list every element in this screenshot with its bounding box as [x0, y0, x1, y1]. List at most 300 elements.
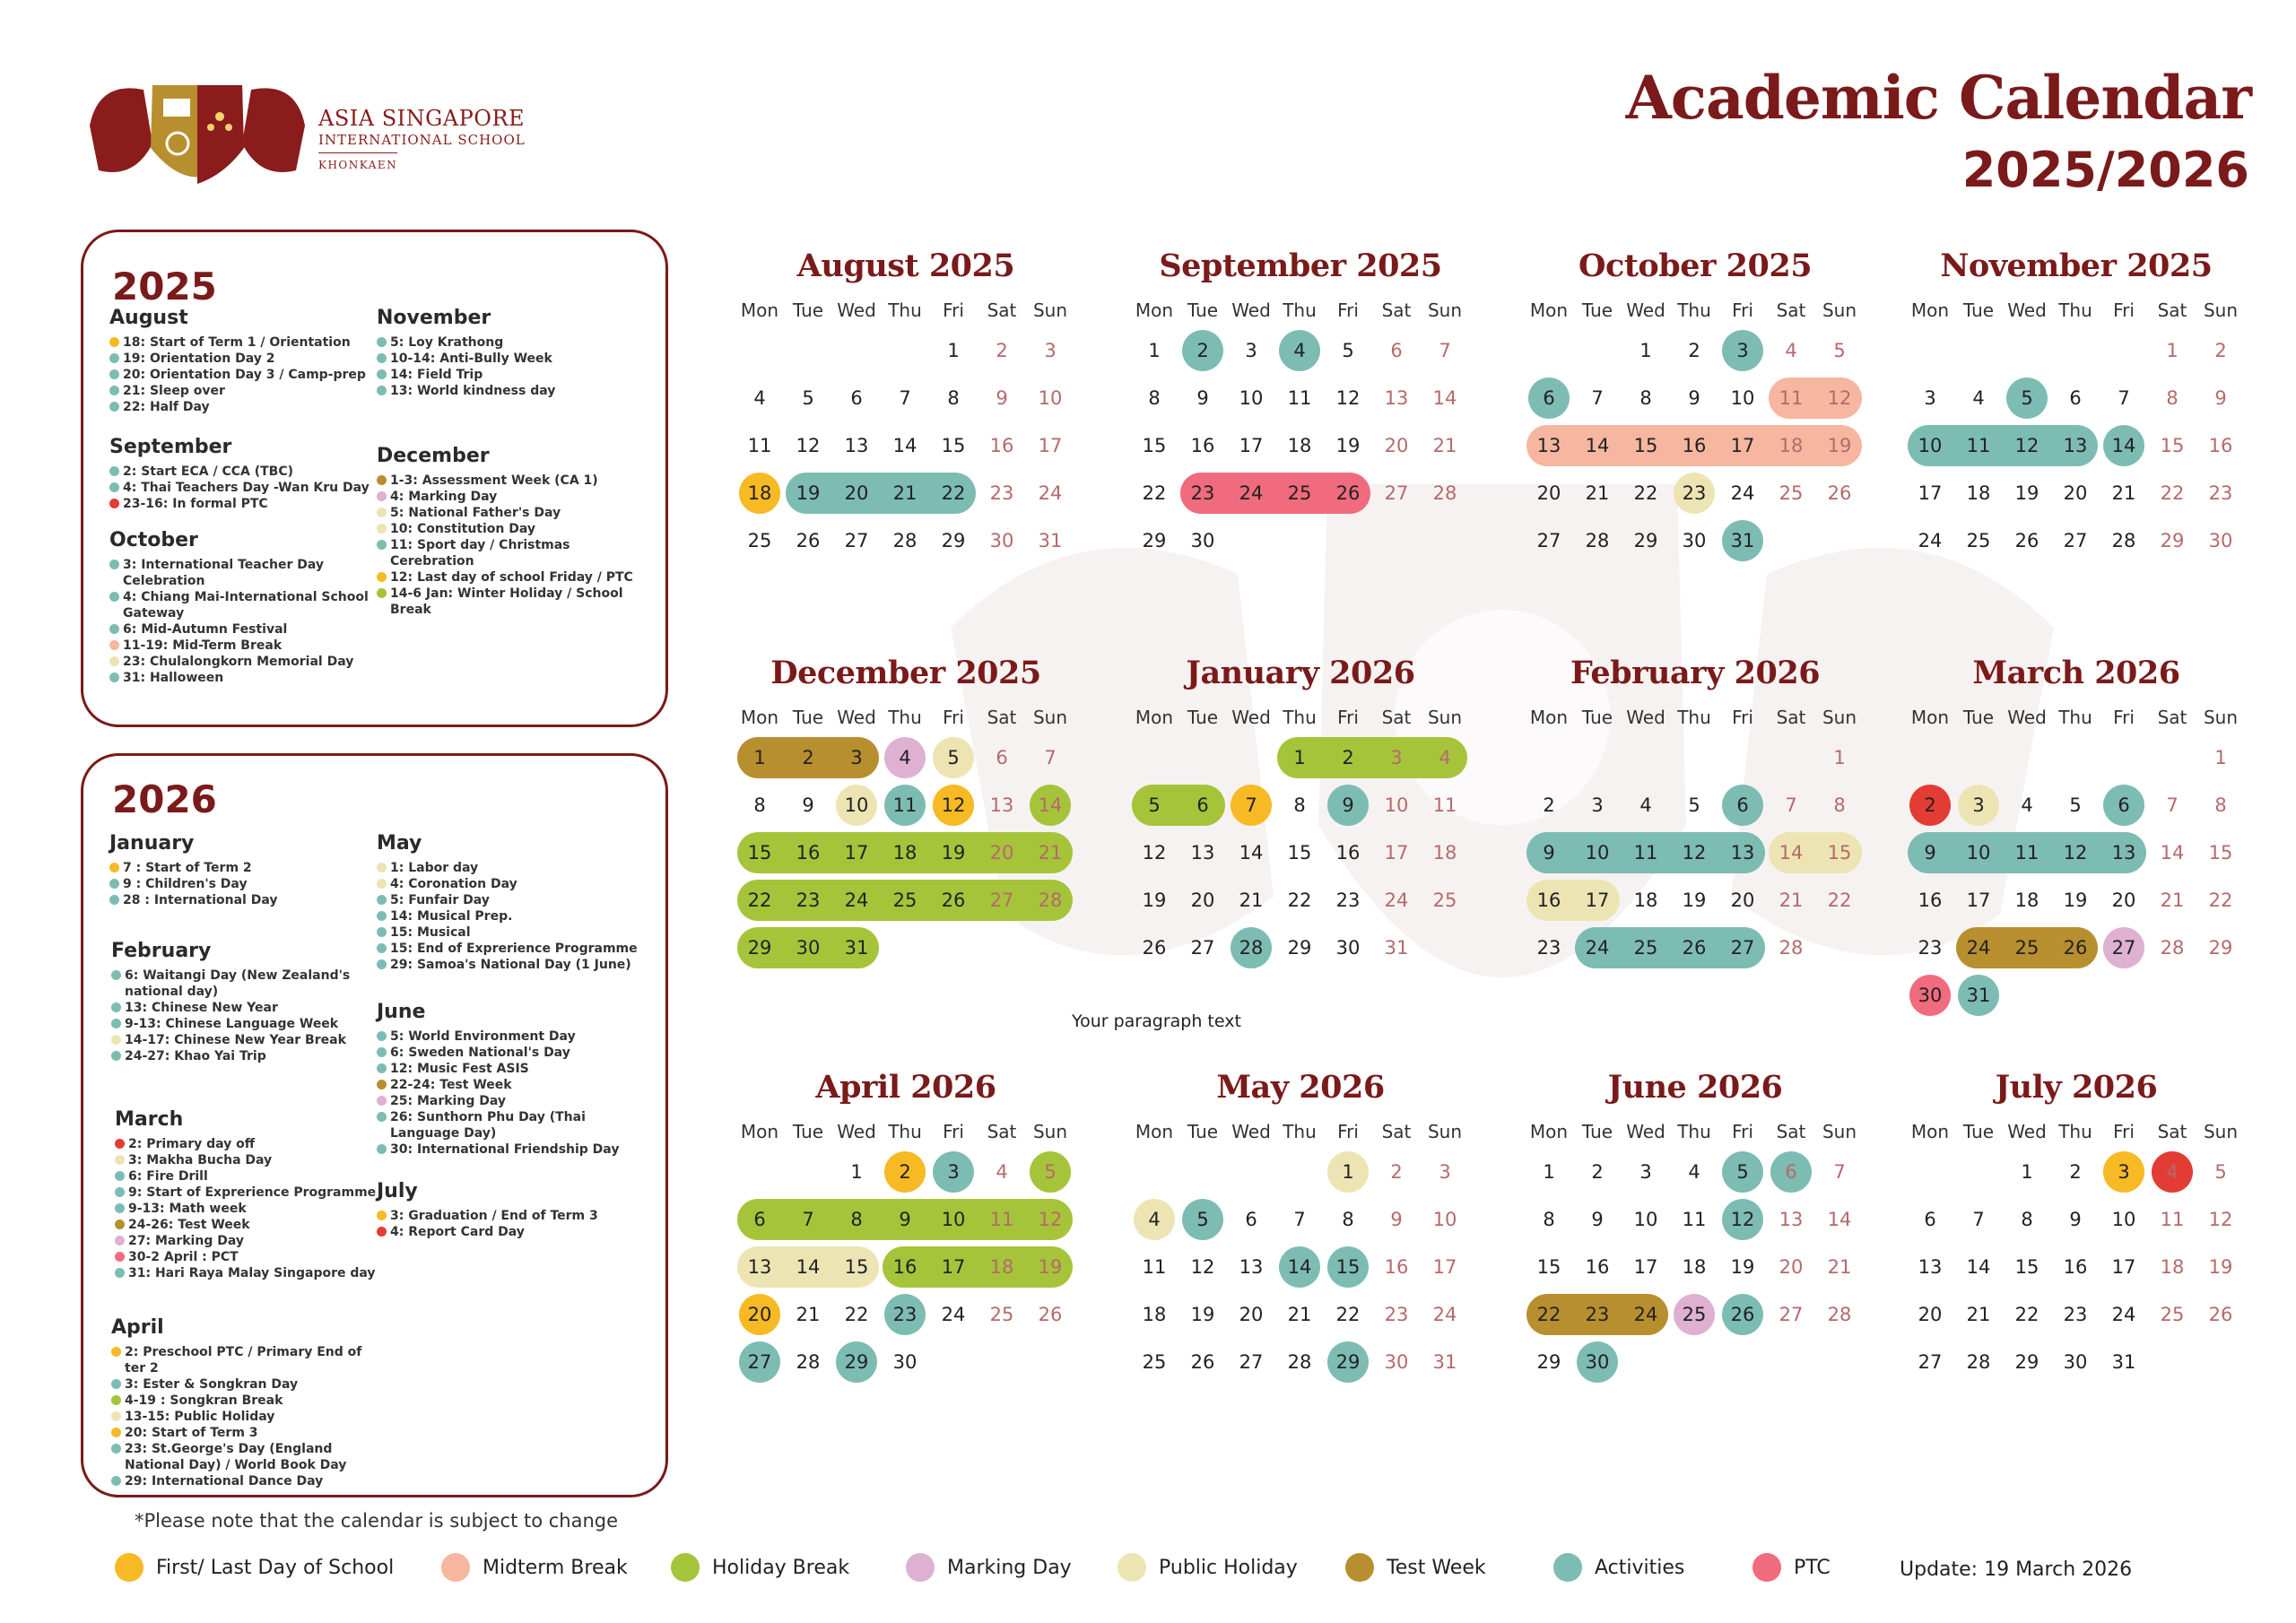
calendar-day: 27	[989, 890, 1014, 911]
event-item	[109, 876, 378, 892]
event-text: 29: Samoa's National Day (1 June)	[390, 958, 631, 972]
event-text: 9-13: Chinese Language Week	[125, 1017, 339, 1031]
calendar-day: 9	[802, 794, 814, 816]
calendar-day: 28	[892, 530, 918, 551]
calendar-day: 11	[1287, 387, 1312, 409]
calendar-day: 26	[1190, 1351, 1215, 1373]
legend-item	[1553, 1553, 1684, 1582]
month-title: October 2025	[1578, 247, 1813, 284]
event-text: 5: National Father's Day	[390, 506, 561, 520]
weekday-label: Sat	[1381, 707, 1412, 728]
day-marker: 12	[933, 785, 974, 826]
calendar-day: 15	[1633, 435, 1658, 456]
calendar-day: 23	[1536, 937, 1561, 959]
calendar-day: 12	[1827, 387, 1852, 409]
day-marker: 14	[1030, 785, 1071, 826]
calendar-day: 18	[1287, 435, 1312, 456]
event-item	[109, 496, 378, 512]
legend-item	[906, 1553, 1072, 1582]
event-item	[377, 569, 646, 586]
weekday-label: Tue	[1581, 1121, 1613, 1142]
calendar-day: 1	[850, 1161, 863, 1183]
calendar-day: 24	[1432, 1304, 1457, 1325]
day-marker: 18	[739, 473, 780, 514]
calendar-day: 24	[1239, 482, 1264, 504]
event-color-dot-icon	[109, 499, 119, 508]
event-color-dot-icon	[377, 1112, 387, 1122]
event-text: 1-3: Assessment Week (CA 1)	[390, 473, 598, 488]
weekday-label: Mon	[740, 299, 779, 321]
calendar-day: 4	[1639, 794, 1652, 816]
calendar-day: 6	[2069, 387, 2082, 409]
calendar-day	[1767, 1151, 1815, 1193]
calendar-day: 22	[1287, 890, 1312, 911]
calendar-day: 27	[1779, 1304, 1804, 1325]
calendar-day	[929, 1151, 978, 1193]
day-marker: 2	[884, 1151, 926, 1193]
event-color-dot-icon	[377, 475, 387, 485]
event-color-dot-icon	[109, 466, 119, 476]
calendar-day: 6	[753, 1209, 766, 1230]
event-text: 14-6 Jan: Winter Holiday / School Break	[390, 586, 623, 617]
weekday-label: Wed	[2007, 707, 2047, 728]
weekday-header	[735, 1121, 1076, 1151]
event-text: 10: Constitution Day	[390, 522, 536, 536]
calendar-day: 30	[1682, 530, 1707, 551]
calendar-day: 10	[1633, 1209, 1658, 1230]
event-color-dot-icon	[111, 1051, 121, 1061]
event-item	[109, 399, 378, 415]
calendar-day: 13	[747, 1256, 772, 1278]
weekday-label: Sun	[1822, 299, 1857, 321]
calendar-day: 6	[1390, 340, 1403, 361]
calendar-day: 10	[1918, 435, 1943, 456]
day-marker: 6	[1722, 785, 1763, 826]
event-text: 4: Coronation Day	[390, 877, 517, 891]
event-text: 6: Sweden National's Day	[390, 1046, 570, 1060]
calendar-day	[1130, 1199, 1178, 1240]
month-calendar	[1130, 655, 1471, 979]
calendar-day: 1	[753, 747, 766, 768]
calendar-day: 22	[2208, 890, 2233, 911]
event-item	[109, 464, 378, 480]
event-text: 14: Musical Prep.	[390, 909, 513, 924]
calendar-day: 11	[747, 435, 772, 456]
calendar-day: 27	[844, 530, 869, 551]
day-grid	[1906, 737, 2247, 1006]
event-text: 3: Graduation / End of Term 3	[390, 1209, 598, 1223]
calendar-day: 25	[1287, 482, 1312, 504]
day-marker: 12	[1722, 1199, 1763, 1240]
calendar-day: 26	[941, 890, 966, 911]
calendar-day: 21	[1038, 842, 1063, 864]
calendar-day: 25	[892, 890, 918, 911]
calendar-day: 13	[2111, 842, 2136, 864]
legend-item	[1345, 1553, 1486, 1582]
weekday-label: Mon	[1910, 707, 1950, 728]
event-month-december	[377, 445, 646, 618]
calendar-day: 7	[1439, 340, 1451, 361]
calendar-day: 26	[1038, 1304, 1063, 1325]
calendar-day: 10	[1038, 387, 1063, 409]
calendar-day: 19	[1335, 435, 1361, 456]
event-color-dot-icon	[115, 1219, 125, 1229]
calendar-day: 1	[2166, 340, 2179, 361]
event-item	[115, 1168, 384, 1185]
event-item	[111, 1032, 380, 1048]
calendar-day: 15	[2014, 1256, 2039, 1278]
weekday-label: Sat	[1776, 299, 1806, 321]
event-text: 6: Mid-Autumn Festival	[123, 622, 288, 637]
calendar-day: 2	[2214, 340, 2227, 361]
calendar-day: 31	[1038, 530, 1063, 551]
event-item	[111, 1344, 380, 1376]
calendar-day: 12	[1190, 1256, 1215, 1278]
calendar-day: 14	[1432, 387, 1457, 409]
legend-swatch-icon	[115, 1553, 144, 1582]
calendar-day: 20	[1918, 1304, 1943, 1325]
calendar-day: 5	[1148, 794, 1161, 816]
calendar-day: 16	[1918, 890, 1943, 911]
calendar-day	[881, 785, 929, 826]
event-item	[109, 351, 378, 367]
calendar-day: 30	[1190, 530, 1215, 551]
calendar-day: 11	[1779, 387, 1804, 409]
calendar-day: 10	[1966, 842, 1991, 864]
calendar-day: 22	[1335, 1304, 1361, 1325]
calendar-day: 1	[1833, 747, 1846, 768]
day-marker: 10	[836, 785, 877, 826]
calendar-day	[1906, 975, 1954, 1016]
weekday-label: Sun	[1427, 1121, 1463, 1142]
calendar-day: 12	[1682, 842, 1707, 864]
legend-swatch-icon	[1553, 1553, 1582, 1582]
calendar-day: 5	[1833, 340, 1846, 361]
month-calendar	[735, 247, 1076, 572]
event-text: 5: World Environment Day	[390, 1029, 576, 1044]
calendar-day: 30	[1384, 1351, 1409, 1373]
calendar-day: 12	[1335, 387, 1361, 409]
weekday-label: Thu	[1677, 707, 1711, 728]
calendar-day: 22	[1536, 1304, 1561, 1325]
calendar-day: 24	[1633, 1304, 1658, 1325]
calendar-day: 6	[996, 747, 1008, 768]
event-color-dot-icon	[377, 524, 387, 534]
day-marker: 25	[1674, 1294, 1715, 1335]
calendar-day: 11	[1633, 842, 1658, 864]
weekday-label: Sat	[1381, 299, 1412, 321]
calendar-day: 17	[844, 842, 869, 864]
event-month-october	[109, 529, 378, 686]
calendar-day: 23	[1384, 1304, 1409, 1325]
month-calendar	[1525, 1069, 1866, 1393]
calendar-day: 19	[941, 842, 966, 864]
calendar-day: 26	[2063, 937, 2088, 959]
calendar-day: 1	[1148, 340, 1161, 361]
weekday-label: Mon	[1910, 1121, 1950, 1142]
calendar-day: 10	[1730, 387, 1755, 409]
calendar-day: 15	[747, 842, 772, 864]
calendar-day	[2100, 785, 2148, 826]
weekday-label: Thu	[1677, 299, 1711, 321]
calendar-day: 13	[989, 794, 1014, 816]
weekday-label: Sat	[2157, 707, 2187, 728]
calendar-day: 22	[844, 1304, 869, 1325]
calendar-day	[1227, 785, 1275, 826]
month-calendar	[1906, 655, 2247, 1006]
calendar-day: 7	[2118, 387, 2130, 409]
weekday-label: Mon	[1135, 299, 1174, 321]
calendar-day: 9	[1924, 842, 1936, 864]
day-marker: 6	[1528, 378, 1570, 419]
calendar-day: 26	[2014, 530, 2039, 551]
calendar-day: 11	[1142, 1256, 1167, 1278]
calendar-day	[735, 1294, 784, 1335]
event-color-dot-icon	[111, 1476, 121, 1486]
calendar-day: 19	[1827, 435, 1852, 456]
weekday-header	[735, 299, 1076, 330]
month-calendar	[1130, 247, 1471, 572]
month-title: September 2025	[1159, 247, 1442, 284]
calendar-day: 24	[844, 890, 869, 911]
event-color-dot-icon	[111, 1411, 121, 1421]
event-color-dot-icon	[115, 1139, 125, 1149]
event-color-dot-icon	[109, 482, 119, 492]
calendar-day: 23	[989, 482, 1014, 504]
calendar-day: 17	[1384, 842, 1409, 864]
event-color-dot-icon	[109, 673, 119, 682]
calendar-day: 10	[1432, 1209, 1457, 1230]
weekday-label: Sat	[987, 1121, 1017, 1142]
day-marker: 4	[884, 737, 926, 778]
calendar-day: 18	[1142, 1304, 1167, 1325]
event-text: 22: Half Day	[123, 400, 210, 414]
calendar-day: 22	[1142, 482, 1167, 504]
calendar-day: 14	[796, 1256, 821, 1278]
calendar-day: 3	[1390, 747, 1403, 768]
calendar-day: 20	[1779, 1256, 1804, 1278]
day-marker: 14	[2103, 425, 2144, 466]
calendar-day: 4	[1972, 387, 1985, 409]
weekday-label: Fri	[943, 1121, 964, 1142]
weekday-label: Tue	[792, 707, 824, 728]
event-month-title: February	[111, 940, 212, 962]
event-text: 4: Report Card Day	[390, 1225, 525, 1239]
event-color-dot-icon	[109, 592, 119, 602]
calendar-day: 19	[1190, 1304, 1215, 1325]
calendar-day	[1670, 1294, 1718, 1335]
event-color-dot-icon	[377, 863, 387, 872]
calendar-day: 24	[1038, 482, 1063, 504]
calendar-day: 28	[2160, 937, 2185, 959]
calendar-day: 29	[1142, 530, 1167, 551]
calendar-day: 4	[753, 387, 766, 409]
calendar-day: 12	[796, 435, 821, 456]
weekday-label: Tue	[1962, 707, 1995, 728]
calendar-day: 8	[2214, 794, 2227, 816]
calendar-day	[1906, 785, 1954, 826]
event-item	[111, 1473, 380, 1489]
calendar-day: 10	[1239, 387, 1264, 409]
event-color-dot-icon	[377, 895, 387, 905]
calendar-day: 6	[1245, 1209, 1257, 1230]
calendar-day: 2	[1688, 340, 1700, 361]
weekday-header	[1906, 1121, 2247, 1151]
event-month-title: September	[109, 436, 232, 458]
day-marker: 27	[739, 1341, 780, 1383]
event-text: 20: Orientation Day 3 / Camp-prep	[123, 368, 366, 382]
day-marker: 7	[1231, 785, 1272, 826]
calendar-day	[1718, 1151, 1767, 1193]
weekday-label: Wed	[1626, 1121, 1665, 1142]
event-month-title: August	[109, 307, 188, 329]
calendar-day: 22	[747, 890, 772, 911]
event-text: 23-16: In formal PTC	[123, 497, 268, 511]
event-month-june	[377, 1001, 646, 1158]
event-text: 6: Waitangi Day (New Zealand's national day)	[125, 968, 351, 999]
event-color-dot-icon	[377, 353, 387, 363]
legend-label: First/ Last Day of School	[156, 1556, 395, 1579]
calendar-day: 12	[1038, 1209, 1063, 1230]
weekday-label: Tue	[792, 299, 824, 321]
event-color-dot-icon	[377, 1031, 387, 1041]
weekday-label: Fri	[2113, 1121, 2135, 1142]
event-color-dot-icon	[111, 970, 121, 980]
calendar-day: 26	[796, 530, 821, 551]
calendar-day: 20	[1730, 890, 1755, 911]
day-grid	[1525, 1151, 1866, 1393]
calendar-day	[1573, 1341, 1622, 1383]
event-month-september	[109, 436, 378, 512]
day-marker: 15	[1327, 1246, 1369, 1288]
weekday-label: Fri	[2113, 299, 2135, 321]
weekday-label: Wed	[1231, 299, 1271, 321]
calendar-day: 18	[1682, 1256, 1707, 1278]
calendar-day: 21	[796, 1304, 821, 1325]
calendar-day: 10	[2111, 1209, 2136, 1230]
calendar-day: 23	[1585, 1304, 1610, 1325]
calendar-day: 28	[1038, 890, 1063, 911]
day-marker: 14	[1279, 1246, 1320, 1288]
calendar-day: 17	[1730, 435, 1755, 456]
event-text: 9-13: Math week	[128, 1202, 247, 1216]
calendar-day: 11	[2160, 1209, 2185, 1230]
event-item	[111, 968, 380, 1000]
event-item	[115, 1201, 384, 1217]
calendar-day: 15	[1142, 435, 1167, 456]
event-color-dot-icon	[109, 369, 119, 379]
weekday-label: Sun	[1032, 707, 1068, 728]
month-title: January 2026	[1186, 655, 1415, 691]
event-text: 26: Sunthorn Phu Day (Thai Language Day)	[390, 1110, 586, 1141]
event-color-dot-icon	[377, 879, 387, 889]
calendar-day: 8	[1833, 794, 1846, 816]
weekday-label: Mon	[1529, 1121, 1569, 1142]
calendar-day: 16	[892, 1256, 918, 1278]
calendar-day: 17	[1432, 1256, 1457, 1278]
day-marker: 31	[1958, 975, 1999, 1016]
event-item	[109, 557, 378, 589]
day-marker: 23	[1674, 473, 1715, 514]
event-item	[109, 860, 378, 876]
calendar-day: 28	[1585, 530, 1610, 551]
event-month-title: January	[109, 832, 195, 855]
event-month-april	[111, 1316, 380, 1489]
calendar-day: 5	[1688, 794, 1700, 816]
weekday-label: Mon	[740, 707, 779, 728]
academic-year: 2025/2026	[1961, 142, 2249, 198]
calendar-day: 7	[1591, 387, 1604, 409]
calendar-day: 27	[1536, 530, 1561, 551]
calendar-day: 16	[1190, 435, 1215, 456]
event-item	[377, 537, 646, 569]
calendar-day: 9	[1543, 842, 1555, 864]
event-color-dot-icon	[111, 1379, 121, 1389]
calendar-day: 21	[892, 482, 918, 504]
calendar-day	[1026, 785, 1074, 826]
event-month-title: November	[377, 307, 491, 329]
calendar-day: 3	[1639, 1161, 1652, 1183]
event-item	[115, 1217, 384, 1233]
event-item	[109, 589, 378, 621]
school-name-line1: ASIA SINGAPORE	[318, 106, 526, 131]
event-month-title: October	[109, 529, 198, 551]
calendar-day: 22	[1633, 482, 1658, 504]
calendar-day: 21	[1779, 890, 1804, 911]
calendar-day: 11	[1682, 1209, 1707, 1230]
month-calendar	[1525, 655, 1866, 979]
legend-label: Activities	[1595, 1556, 1685, 1579]
calendar-day: 6	[1196, 794, 1209, 816]
day-marker: 3	[933, 1151, 974, 1193]
event-color-dot-icon	[377, 491, 387, 501]
day-marker: 5	[1182, 1199, 1223, 1240]
event-color-dot-icon	[377, 508, 387, 517]
weekday-label: Sat	[987, 299, 1017, 321]
calendar-day: 27	[1384, 482, 1409, 504]
calendar-day: 14	[1827, 1209, 1852, 1230]
calendar-day: 26	[1335, 482, 1361, 504]
calendar-day: 20	[1190, 890, 1215, 911]
event-item	[109, 334, 378, 351]
calendar-day: 11	[1432, 794, 1457, 816]
weekday-header	[1906, 299, 2247, 330]
calendar-day: 8	[2166, 387, 2179, 409]
event-text: 10-14: Anti-Bully Week	[390, 352, 552, 366]
calendar-day	[1324, 1341, 1372, 1383]
event-item	[377, 1061, 646, 1077]
calendar-day: 25	[1779, 482, 1804, 504]
calendar-day: 22	[1827, 890, 1852, 911]
event-item	[377, 1141, 646, 1158]
event-month-august	[109, 307, 378, 415]
legend-item	[1752, 1553, 1831, 1582]
page-title: Academic Calendar	[1625, 63, 2251, 133]
calendar-day: 17	[941, 1256, 966, 1278]
weekday-label: Tue	[1962, 299, 1995, 321]
weekday-label: Thu	[2058, 299, 2092, 321]
calendar-day: 18	[989, 1256, 1014, 1278]
calendar-day	[1275, 1246, 1324, 1288]
calendar-day: 13	[1536, 435, 1561, 456]
calendar-day: 12	[2014, 435, 2039, 456]
weekday-label: Fri	[1732, 707, 1753, 728]
calendar-day: 30	[892, 1351, 918, 1373]
event-item	[111, 1393, 380, 1409]
legend-label: Public Holiday	[1159, 1556, 1298, 1579]
calendar-day: 29	[2208, 937, 2233, 959]
legend-swatch-icon	[441, 1553, 470, 1582]
